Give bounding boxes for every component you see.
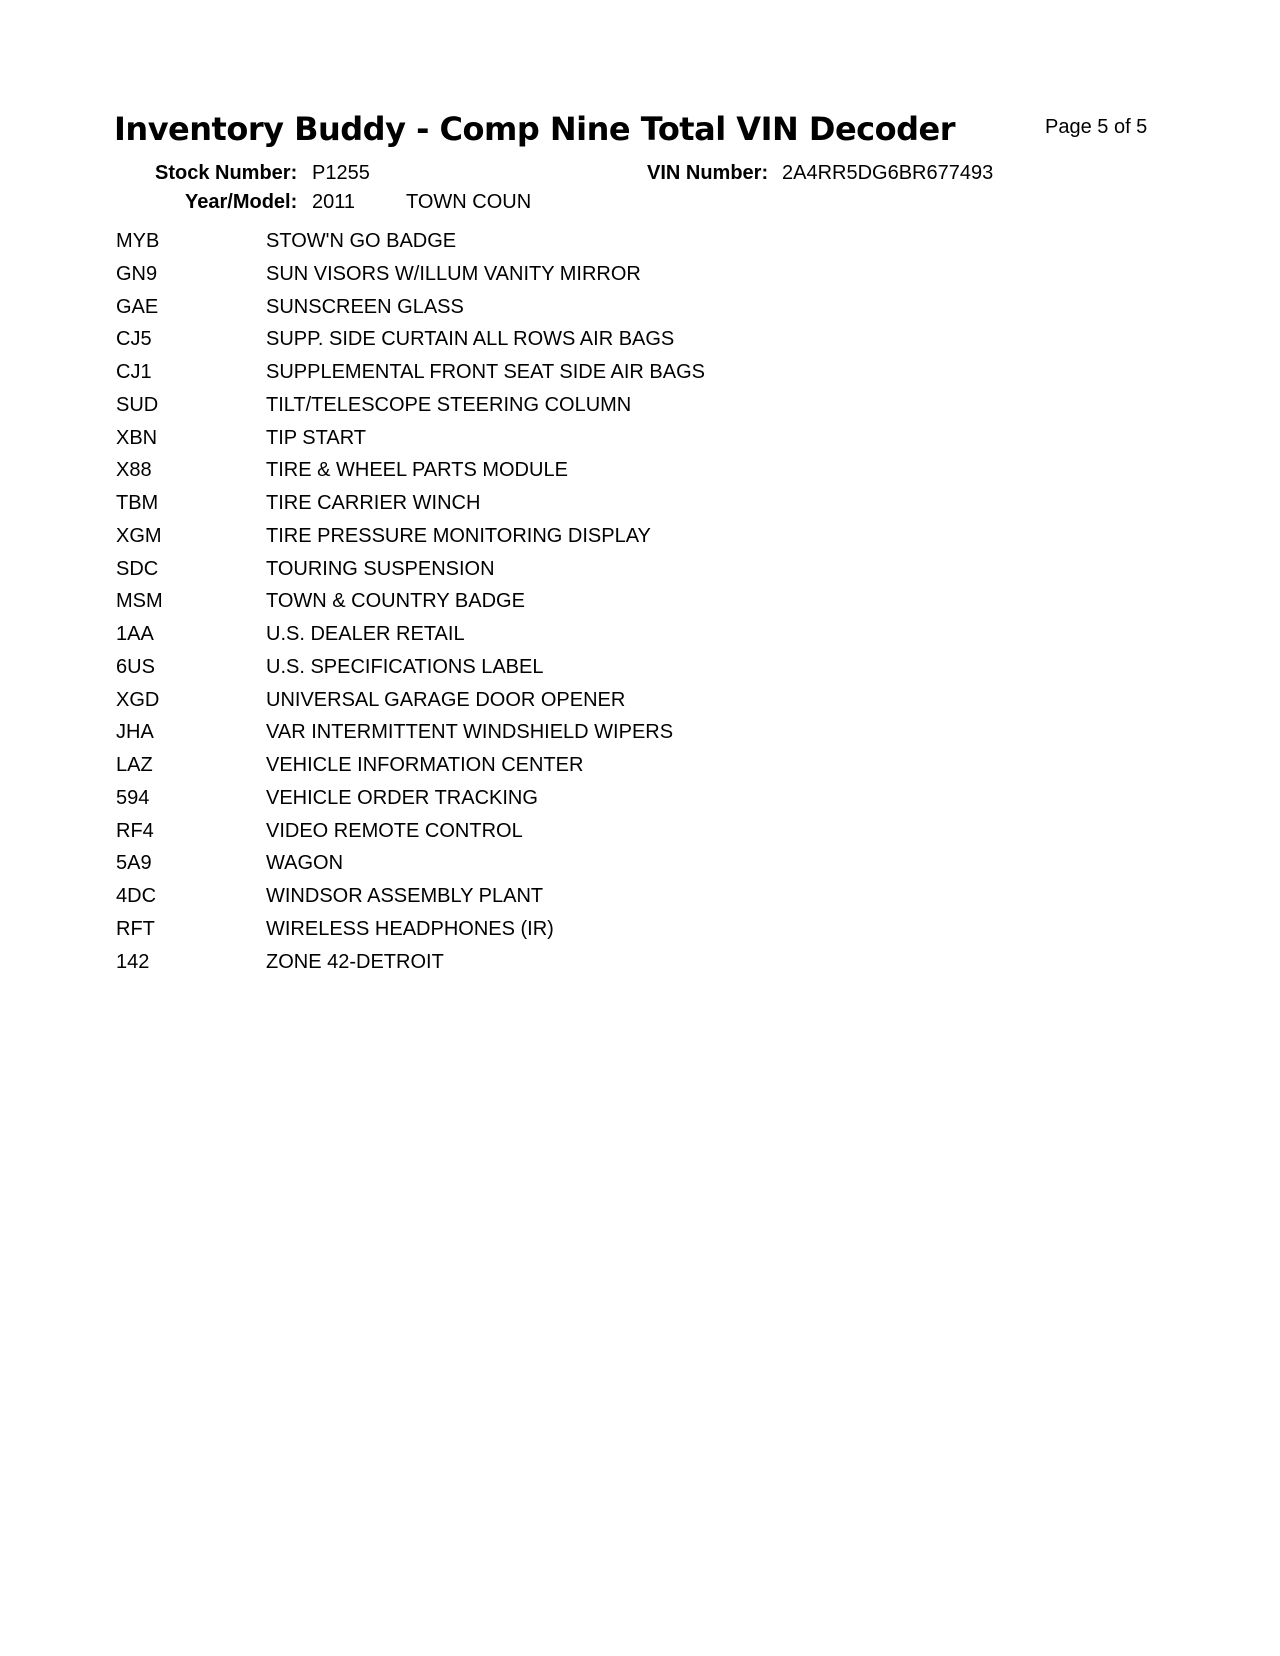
option-code: XGM	[116, 524, 162, 547]
option-description: VEHICLE INFORMATION CENTER	[266, 754, 584, 776]
option-code: XGD	[116, 688, 160, 711]
year-value: 2011	[312, 191, 356, 213]
option-description: VEHICLE ORDER TRACKING	[266, 786, 538, 809]
option-code: TBM	[116, 492, 159, 514]
year-model-label: Year/Model:	[185, 191, 298, 213]
option-code: CJ1	[116, 361, 152, 383]
option-description: VIDEO REMOTE CONTROL	[266, 819, 523, 842]
stock-number-value: P1255	[312, 162, 370, 184]
option-description: WAGON	[266, 852, 344, 875]
page-indicator: Page 5 of 5	[1045, 116, 1148, 138]
option-description: WINDSOR ASSEMBLY PLANT	[266, 885, 544, 907]
option-code: MSM	[116, 590, 163, 613]
option-description: ZONE 42-DETROIT	[266, 950, 444, 973]
option-code: CJ5	[116, 328, 152, 351]
option-description: WIRELESS HEADPHONES (IR)	[266, 917, 554, 940]
option-code: 4DC	[116, 885, 157, 907]
option-description: U.S. DEALER RETAIL	[266, 623, 465, 645]
report-title: Inventory Buddy - Comp Nine Total VIN Decoder	[114, 110, 955, 148]
option-description: VAR INTERMITTENT WINDSHIELD WIPERS	[266, 721, 674, 744]
option-code: RFT	[116, 917, 155, 940]
option-code: RF4	[116, 819, 154, 842]
stock-number-label: Stock Number:	[155, 162, 298, 184]
option-description: TIRE CARRIER WINCH	[266, 492, 481, 514]
option-description: TILT/TELESCOPE STEERING COLUMN	[266, 393, 632, 416]
vin-number-label: VIN Number:	[647, 162, 769, 184]
option-code: 1AA	[116, 623, 154, 645]
model-value: TOWN COUN	[406, 191, 532, 213]
option-code: JHA	[116, 721, 154, 744]
option-code: 5A9	[116, 852, 152, 875]
option-code: X88	[116, 459, 152, 482]
option-code: 6US	[116, 655, 155, 678]
option-code: SUD	[116, 393, 159, 416]
option-description: STOW'N GO BADGE	[266, 230, 457, 252]
option-code: SDC	[116, 557, 159, 580]
option-description: TOWN & COUNTRY BADGE	[266, 590, 525, 613]
option-code: GAE	[116, 295, 159, 318]
option-description: SUPP. SIDE CURTAIN ALL ROWS AIR BAGS	[266, 328, 675, 351]
option-code: 594	[116, 786, 150, 809]
option-code: MYB	[116, 230, 160, 252]
option-description: TOURING SUSPENSION	[266, 557, 495, 580]
option-code: 142	[116, 950, 150, 973]
vin-number-value: 2A4RR5DG6BR677493	[782, 162, 994, 184]
option-description: SUN VISORS W/ILLUM VANITY MIRROR	[266, 262, 641, 285]
option-description: U.S. SPECIFICATIONS LABEL	[266, 655, 544, 678]
option-description: TIRE PRESSURE MONITORING DISPLAY	[266, 524, 651, 547]
option-code: GN9	[116, 262, 158, 285]
option-description: SUPPLEMENTAL FRONT SEAT SIDE AIR BAGS	[266, 361, 706, 383]
option-description: SUNSCREEN GLASS	[266, 295, 464, 318]
option-code: LAZ	[116, 754, 153, 776]
option-description: UNIVERSAL GARAGE DOOR OPENER	[266, 688, 626, 711]
option-code: XBN	[116, 426, 158, 449]
option-description: TIP START	[266, 426, 367, 449]
option-description: TIRE & WHEEL PARTS MODULE	[266, 459, 568, 482]
